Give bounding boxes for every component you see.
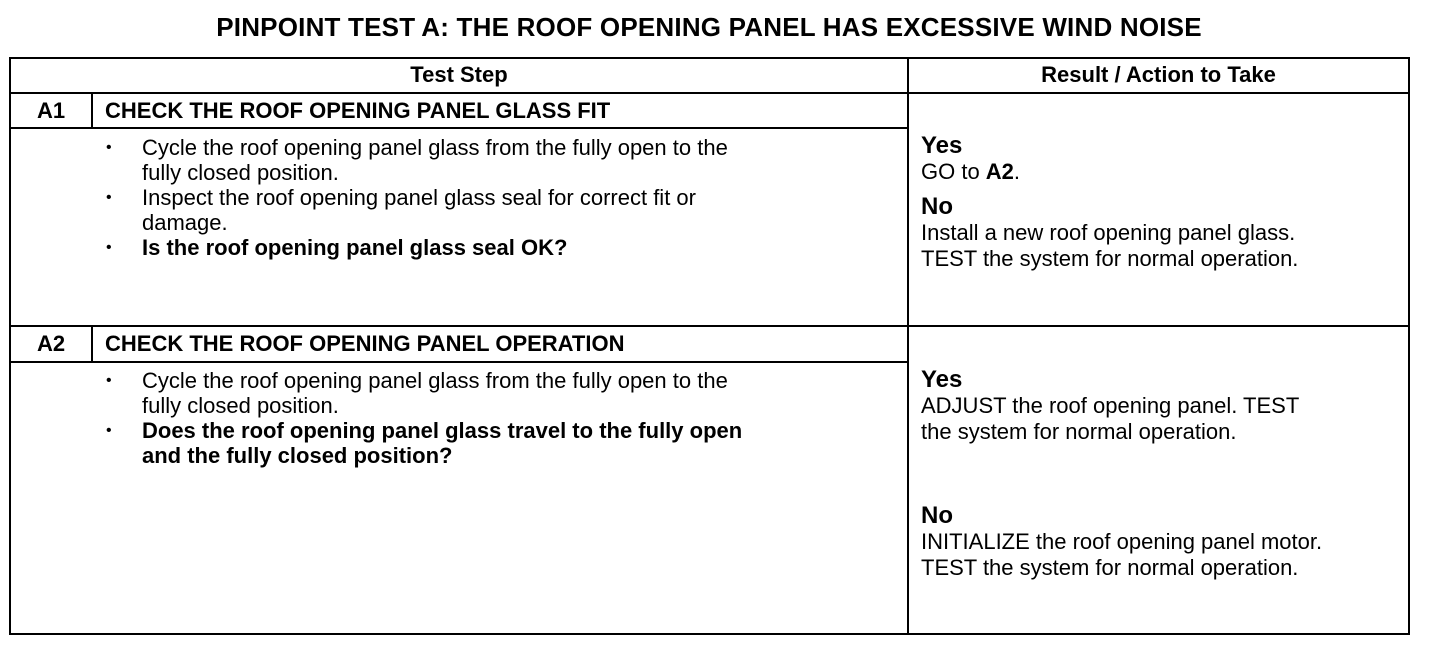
bullet-icon: • xyxy=(106,189,112,206)
step-a1-id: A1 xyxy=(36,98,66,123)
a2-id-divider xyxy=(91,325,93,363)
header-divider xyxy=(9,92,1410,94)
title-prefix: PINPOINT TEST xyxy=(216,12,416,42)
a1-no-text: Install a new roof opening panel glass. TEST the system for normal operation. xyxy=(921,220,1299,271)
a1-no-label: No xyxy=(921,193,953,220)
bullet-line: damage. xyxy=(142,210,228,235)
page-title xyxy=(0,12,1418,43)
title-rest: A: THE ROOF OPENING PANEL HAS EXCESSIVE WIND NOISE xyxy=(421,12,1202,42)
bullet-icon: • xyxy=(106,139,112,156)
a1-title-divider xyxy=(9,127,909,129)
bullet-line: Does the roof opening panel glass travel to the fully open xyxy=(142,418,743,443)
bullet-line: Inspect the roof opening panel glass seal for correct fit or xyxy=(142,185,696,210)
bullet-line: fully closed position. xyxy=(142,160,339,185)
bullet-line: Cycle the roof opening panel glass from the fully open to the xyxy=(142,135,728,160)
table-border-right xyxy=(1408,57,1410,635)
a2-yes-label: Yes xyxy=(921,366,963,393)
a2-no-label: No xyxy=(921,502,953,529)
step-a2-title: CHECK THE ROOF OPENING PANEL OPERATION xyxy=(105,331,625,356)
a1-id-divider xyxy=(91,92,93,129)
column-divider xyxy=(907,57,909,635)
step-a1-title: CHECK THE ROOF OPENING PANEL GLASS FIT xyxy=(105,98,611,123)
bullet-line: Is the roof opening panel glass seal OK? xyxy=(142,235,568,260)
a1-yes-text: GO to A2. xyxy=(921,159,1021,184)
step-a2-id: A2 xyxy=(36,331,66,356)
a2-no-text: INITIALIZE the roof opening panel motor. TEST the system for normal operation. xyxy=(921,529,1323,580)
header-result-action: Result / Action to Take xyxy=(1041,62,1276,87)
bullet-icon: • xyxy=(106,422,112,439)
a1-yes-label: Yes xyxy=(921,132,963,159)
table-border-bottom xyxy=(9,633,1410,635)
a2-title-divider xyxy=(9,361,909,363)
bullet-line: fully closed position. xyxy=(142,393,339,418)
header-test-step: Test Step xyxy=(410,62,508,87)
section-divider xyxy=(9,325,1410,327)
a2-yes-text: ADJUST the roof opening panel. TEST the system for normal operation. xyxy=(921,393,1300,444)
a2-reference: A2 xyxy=(985,159,1014,184)
bullet-line: Cycle the roof opening panel glass from the fully open to the xyxy=(142,368,728,393)
table-border-top xyxy=(9,57,1410,59)
bullet-icon: • xyxy=(106,372,112,389)
bullet-line: and the fully closed position? xyxy=(142,443,453,468)
bullet-icon: • xyxy=(106,239,112,256)
